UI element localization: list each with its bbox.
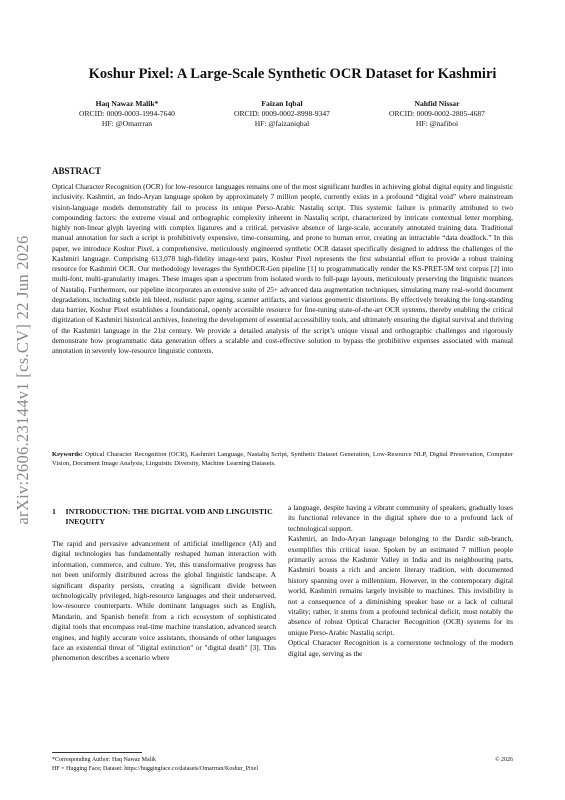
author-orcid: ORCID: 0009-0003-1994-7640 bbox=[79, 109, 175, 118]
author-orcid: ORCID: 0009-0002-2805-4687 bbox=[389, 109, 485, 118]
arxiv-sidebar-stamp bbox=[8, 150, 38, 610]
author-name: Nahfid Nissar bbox=[414, 99, 460, 108]
intro-paragraph-1: The rapid and pervasive advancement of artificial intelligence (AI) and digital technologies has fundamentally reshaped human interaction with information, commerce, and culture. Yet, this transformative progress has not been uniformly distributed across the global linguistic landscape. A significant disparity persists, creating a significant divide between technologically privileged, high-resource languages and their underserved, low-resource counterparts. While dominant languages such as English, Mandarin, and Spanish benefit from a rich ecosystem of sophisticated digital tools that encompass real-time machine translation, advanced search engines, and highly accurate voice assistants, thousands of other languages face an existential threat of "digital extinction" or "digital death" [3]. This phenomenon describes a scenario where bbox=[52, 539, 276, 663]
keywords-label: Keywords: bbox=[52, 451, 83, 458]
section-title: INTRODUCTION: THE DIGITAL VOID AND LINGUISTIC INEQUITY bbox=[65, 507, 273, 526]
keywords-text: Optical Character Recognition (OCR), Kashmiri Language, Nastaliq Script, Synthetic Dataset Generation, Low-Resource NLP, Digital Preservation, Computer Vision, Document Image Analysis, Linguistic Diversity, Machine Learning Datasets. bbox=[52, 451, 513, 468]
author-block bbox=[362, 99, 512, 129]
abstract-text: Optical Character Recognition (OCR) for low-resource languages remains one of the most significant hurdles in achieving global digital equity and linguistic inclusivity. Kashmiri, an Indo-Aryan language spoken by approximately 7 million people, currently exists in a profound “digital void” where mainstream vision-language models demonstrably fail to process its unique Perso-Arabic Nastaliq script. This systemic failure is primarily attributed to two compounding factors: the extreme visual and orthographic complexity inherent in Nastaliq script, characterized by intricate contextual letter morphing, highly non-linear glyph layering with complex ligatures and a critical, pervasive absence of large-scale, accurately annotated training data. Traditional manual annotation for such a script is prohibitively expensive, time-consuming, and prone to human error, creating an intractable “data deadlock.” In this paper, we introduce Koshur Pixel, a comprehensive, meticulously engineered synthetic OCR dataset specifically designed to address the challenges of the Kashmiri language. Comprising 613,078 high-fidelity image-text pairs, Koshur Pixel represents the first substantial effort to provide a robust training resource for Kashmiri OCR. Our methodology leverages the SynthOCR-Gen pipeline [1] to programmatically render the KS-PRET-5M text corpus [2] into multi-font, multi-granularity images. These images span a spectrum from isolated words to full-page layouts, meticulously preserving the linguistic nuances of Nastaliq. Furthermore, our pipeline incorporates an extensive suite of 25+ advanced data augmentation techniques, simulating many real-world document degradations, including subtle ink bleed, realistic paper aging, scanner artifacts, and various geometric distortions. By effectively breaking the long-standing data barrier, Koshur Pixel establishes a foundational, openly accessible resource for fine-tuning state-of-the-art OCR systems, thereby enabling the critical digitization of Kashmiri historical archives, fostering the development of essential accessibility tools, and ultimately ensuring the digital survival and thriving of the Kashmiri language in the 21st century. We provide a detailed analysis of the script’s unique visual and orthographic challenges and rigorously demonstrate how programmatic data generation offers a scalable and cost-effective solution to bypass the prohibitive expenses associated with manual annotation in severely low-resource linguistic contexts. bbox=[52, 182, 513, 355]
arxiv-id: arXiv:2606.23144v1 [cs.CV] 22 Jun 2026 bbox=[13, 235, 32, 525]
author-hf: HF: @Omarrran bbox=[101, 119, 153, 128]
intro-paragraph-ocr: Optical Character Recognition is a cornerstone technology of the modern digital age, serving as the bbox=[288, 638, 513, 658]
author-block bbox=[207, 99, 357, 129]
section-number: 1 bbox=[52, 507, 56, 516]
author-list bbox=[52, 99, 512, 129]
right-column bbox=[288, 503, 513, 659]
author-name: Faizan Iqbal bbox=[261, 99, 303, 108]
copyright: © 2026 bbox=[494, 757, 513, 763]
author-hf: HF: @nafiboi bbox=[415, 119, 459, 128]
footnote-divider bbox=[52, 752, 142, 753]
keywords bbox=[52, 450, 513, 469]
paper-title: Koshur Pixel: A Large-Scale Synthetic OCR Dataset for Kashmiri bbox=[88, 66, 497, 82]
intro-paragraph-continued: a language, despite having a vibrant community of speakers, gradually loses its functional relevance in the digital sphere due to a profound lack of technological support. bbox=[288, 503, 513, 533]
intro-paragraph-kashmiri: Kashmiri, an Indo-Aryan language belonging to the Dardic sub-branch, exemplifies this critical issue. Spoken by an estimated 7 million people primarily across the Kashmir Valley in India and its neighbouring parts, Kashmiri boasts a rich and ancient literary tradition, with documented history spanning over a millennium. However, in the contemporary digital world, Kashmiri remains largely invisible to machines. This invisibility is not a consequence of a diminishing speaker base or a lack of cultural vitality; rather, it stems from a profound technical deficit, most notably the absence of robust Optical Character Recognition (OCR) systems for its unique Perso-Arabic Nastaliq script. bbox=[288, 534, 513, 637]
section-heading bbox=[52, 507, 276, 527]
footnote bbox=[52, 756, 513, 773]
dataset-link-note: HF = Hugging Face; Dataset: https://huggingface.co/datasets/Omarrran/Koshur_Pixel bbox=[52, 765, 259, 772]
author-orcid: ORCID: 0009-0002-8998-9347 bbox=[234, 109, 330, 118]
abstract-heading: ABSTRACT bbox=[52, 166, 102, 176]
author-block bbox=[52, 99, 202, 129]
corresponding-author-note: *Corresponding Author: Haq Nawaz Malik bbox=[52, 757, 156, 763]
left-column bbox=[52, 503, 276, 664]
author-hf: HF: @faizaniqbal bbox=[254, 119, 310, 128]
author-name: Haq Nawaz Malik* bbox=[95, 99, 159, 108]
